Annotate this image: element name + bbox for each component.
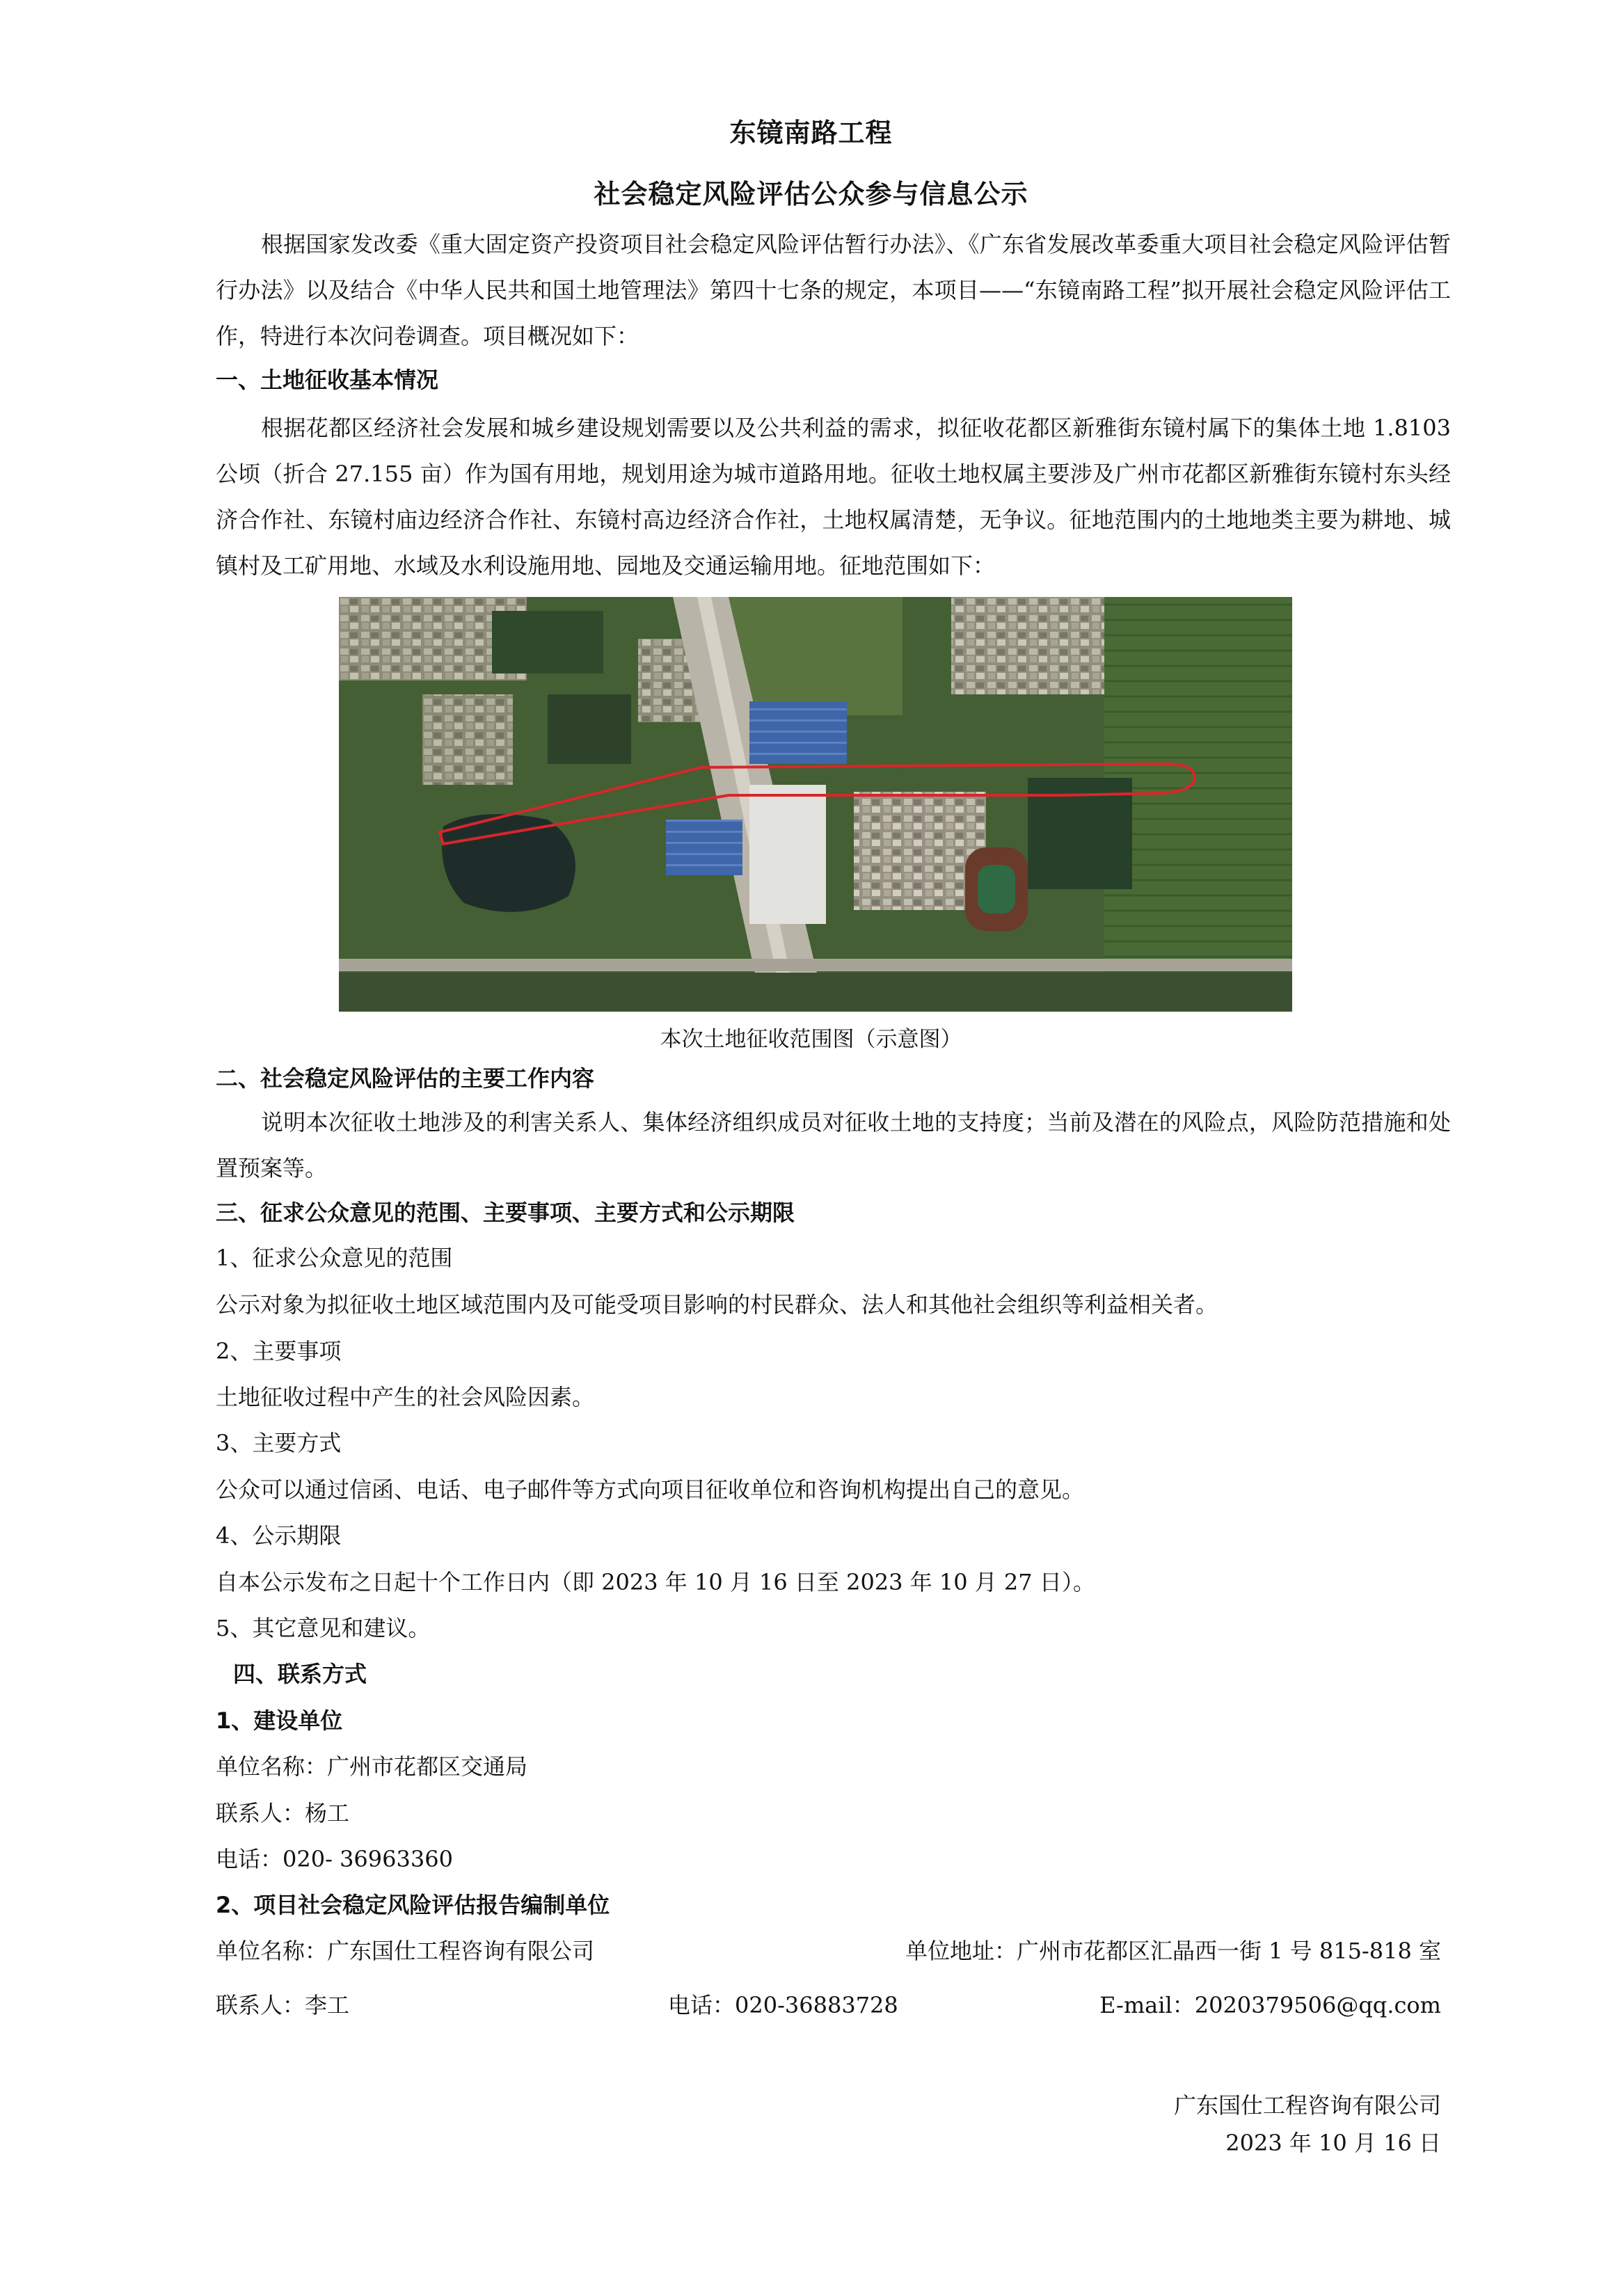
document-title: 东镜南路工程 — [729, 118, 893, 148]
section3-item3-label: 3、主要方式 — [216, 1430, 342, 1456]
section3-heading: 三、征求公众意见的范围、主要事项、主要方式和公示期限 — [216, 1199, 795, 1226]
unit2-contact: 联系人：李工 — [216, 1992, 350, 2018]
unit2-phone: 电话：020-36883728 — [668, 1992, 898, 2018]
footer-company: 广东国仕工程咨询有限公司 — [1173, 2092, 1441, 2119]
blue-roof-buildings-east — [749, 701, 847, 764]
land-acquisition-map — [339, 597, 1292, 1012]
section2-paragraph: 说明本次征收土地涉及的利害关系人、集体经济组织成员对征收土地的支持度；当前及潜在的风险点，风险防范措施和处置预案等。 — [216, 1109, 1451, 1181]
pond-north — [492, 611, 603, 673]
farmland-east — [1104, 597, 1292, 1012]
section4-heading: 四、联系方式 — [233, 1661, 367, 1687]
unit1-contact: 联系人：杨工 — [216, 1800, 350, 1826]
farmland-north — [729, 597, 903, 715]
unit2-address: 单位地址：广州市花都区汇晶西一街 1 号 815-818 室 — [905, 1938, 1441, 1964]
warehouses — [749, 785, 826, 924]
pond-middle — [548, 694, 631, 764]
unit2-heading: 2、项目社会稳定风险评估报告编制单位 — [216, 1892, 610, 1918]
sports-field-infield — [978, 865, 1015, 914]
section3-item4-text: 自本公示发布之日起十个工作日内（即 2023 年 10 月 16 日至 2023 年 10 月 27 日）。 — [216, 1569, 1095, 1595]
section3-item5: 5、其它意见和建议。 — [216, 1615, 431, 1641]
intro-paragraph: 根据国家发改委《重大固定资产投资项目社会稳定风险评估暂行办法》、《广东省发展改革委重大项目社会稳定风险评估暂行办法》以及结合《中华人民共和国土地管理法》第四十七条的规定，本项目——“东镜南路工程”拟开展社会稳定风险评估工作，特进行本次问卷调查。项目概况如下： — [216, 231, 1451, 349]
south-road — [339, 959, 1292, 971]
footer-date: 2023 年 10 月 16 日 — [1225, 2130, 1441, 2156]
lake — [442, 814, 575, 912]
document-subtitle: 社会稳定风险评估公众参与信息公示 — [594, 179, 1028, 209]
section2-heading: 二、社会稳定风险评估的主要工作内容 — [216, 1065, 595, 1092]
section3-item2-label: 2、主要事项 — [216, 1338, 342, 1364]
unit1-heading: 1、建设单位 — [216, 1707, 343, 1734]
unit2-email: E-mail：2020379506@qq.com — [1099, 1992, 1441, 2018]
section3-item2-text: 土地征收过程中产生的社会风险因素。 — [216, 1384, 595, 1410]
section3-item4-label: 4、公示期限 — [216, 1522, 342, 1549]
figure-caption: 本次土地征收范围图（示意图） — [660, 1027, 962, 1052]
unit2-name: 单位名称：广东国仕工程咨询有限公司 — [216, 1938, 595, 1964]
section1-heading: 一、土地征收基本情况 — [216, 367, 439, 393]
unit1-name: 单位名称：广州市花都区交通局 — [216, 1753, 528, 1780]
section3-item3-text: 公众可以通过信函、电话、电子邮件等方式向项目征收单位和咨询机构提出自己的意见。 — [216, 1476, 1085, 1503]
village-west — [422, 694, 513, 785]
section3-item1-text: 公示对象为拟征收土地区域范围内及可能受项目影响的村民群众、法人和其他社会组织等利益相关者。 — [216, 1291, 1218, 1318]
unit1-phone: 电话：020- 36963360 — [216, 1846, 453, 1872]
village-northeast — [951, 597, 1104, 694]
section3-item1-label: 1、征求公众意见的范围 — [216, 1245, 453, 1271]
south-strip — [339, 973, 1292, 1012]
blue-roof-buildings-west — [666, 820, 742, 875]
section1-paragraph: 根据花都区经济社会发展和城乡建设规划需要以及公共利益的需求，拟征收花都区新雅街东镜村属下的集体土地 1.8103 公顷（折合 27.155 亩）作为国有用地，规划用途为城市道路用地。征收土地权属主要涉及广州市花都区新雅街东镜村东头经济合作社、东镜村庙边经济合作社、东镜村高边经济合作社，土地权属清楚，无争议。征地范围内的土地地类主要为耕地、城镇村及工矿用地、水域及水利设施用地、园地及交通运输用地。征地范围如下： — [216, 415, 1451, 579]
